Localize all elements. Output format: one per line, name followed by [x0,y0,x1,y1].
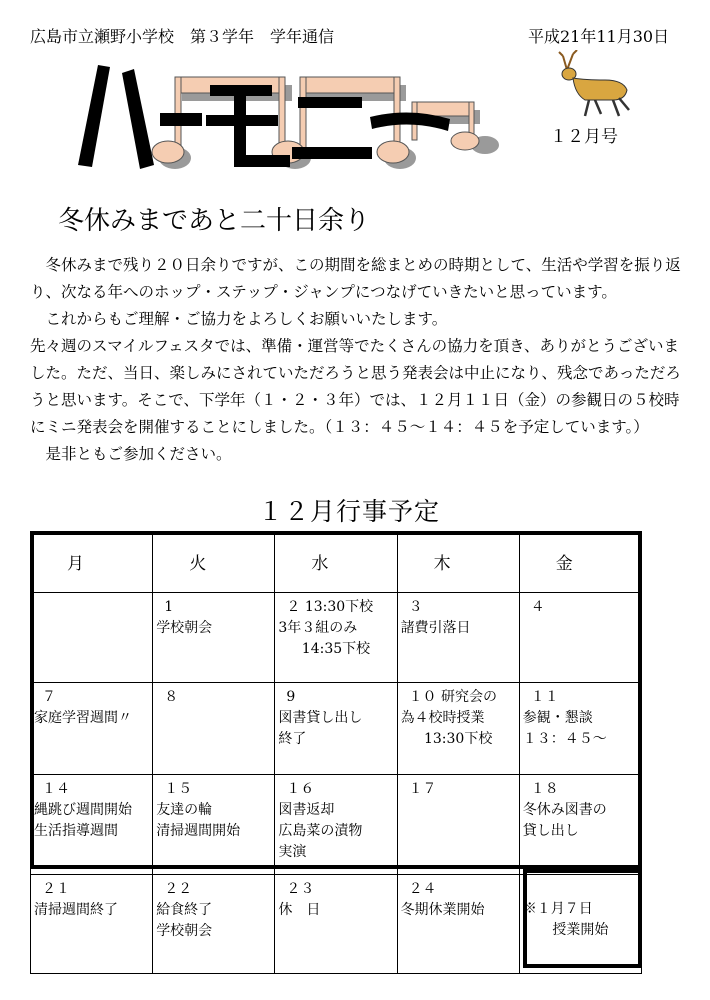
day-cell: ２２ 給食終了 学校朝会 [153,875,275,974]
paragraph: 是非ともご参加ください。 [45,445,232,463]
day-cell: １５ 友達の輪 清掃週間開始 [153,775,275,875]
day-cell: ※１月７日 授業開始 [519,875,641,974]
weekday-header: 金 [519,532,641,593]
paragraph: これからもご理解・ご協力をよろしくお願いいたします。 [45,310,448,328]
day-cell: １８ 冬休み図書の 貸し出し [519,775,641,875]
article-body [30,252,690,468]
issue-date: 平成21年11月30日 [528,27,670,46]
day-cell: ２４ 冬期休業開始 [397,875,519,974]
day-cell: ７ 家庭学習週間〃 [31,683,153,775]
week-row [31,875,642,974]
headline: 冬休みまであと二十日余り [58,206,371,236]
day-cell: ２３ 休 日 [275,875,397,974]
day-cell: ４ [519,593,641,683]
day-cell: 1 学校朝会 [153,593,275,683]
day-cell [31,593,153,683]
school-header: 広島市立瀬野小学校 第３学年 学年通信 [30,27,335,46]
weekday-header: 木 [397,532,519,593]
weekday-header: 水 [275,532,397,593]
paragraph: 冬休みまで残り２０日余りですが、この期間を総まとめの時期として、生活や学習を振り返り、次なる年へのホップ・ステップ・ジャンプにつなげていきたいと思っています。 [30,256,681,301]
weekday-header: 月 [31,532,153,593]
harmony-logo [70,55,510,180]
weekday-header: 火 [153,532,275,593]
day-cell: １０ 研究会の 為４校時授業 13:30下校 [397,683,519,775]
week-row [31,593,642,683]
day-cell: ２１ 清掃週間終了 [31,875,153,974]
day-cell: １６ 図書返却 広島菜の漬物 実演 [275,775,397,875]
calendar-table [30,531,642,974]
week-row [31,775,642,875]
deer-illustration [555,50,635,120]
day-cell: 9 図書貸し出し 終了 [275,683,397,775]
day-cell: １４ 縄跳び週間開始 生活指導週間 [31,775,153,875]
week-row [31,683,642,775]
day-cell: １７ [397,775,519,875]
schedule-title: １２月行事予定 [258,497,441,526]
paragraph: 先々週のスマイルフェスタでは、準備・運営等でたくさんの協力を頂き、ありがとうございました。ただ、当日、楽しみにされていただろうと思う発表会は中止になり、残念であっただろうと思います。そこで、下学年（１・２・３年）では、１２月１１日（金）の参観日の５校時にミニ発表会を開催することにしました。（１３：４５～１４：４５を予定しています。） [30,337,681,436]
weekday-row [31,532,642,593]
day-cell: １１ 参観・懇談 １３：４５～ [519,683,641,775]
day-cell: ８ [153,683,275,775]
day-cell: ２ 13:30下校 3年３組のみ 14:35下校 [275,593,397,683]
schedule-calendar [30,531,642,968]
issue-label: １２月号 [550,127,618,147]
day-cell: ３ 諸費引落日 [397,593,519,683]
